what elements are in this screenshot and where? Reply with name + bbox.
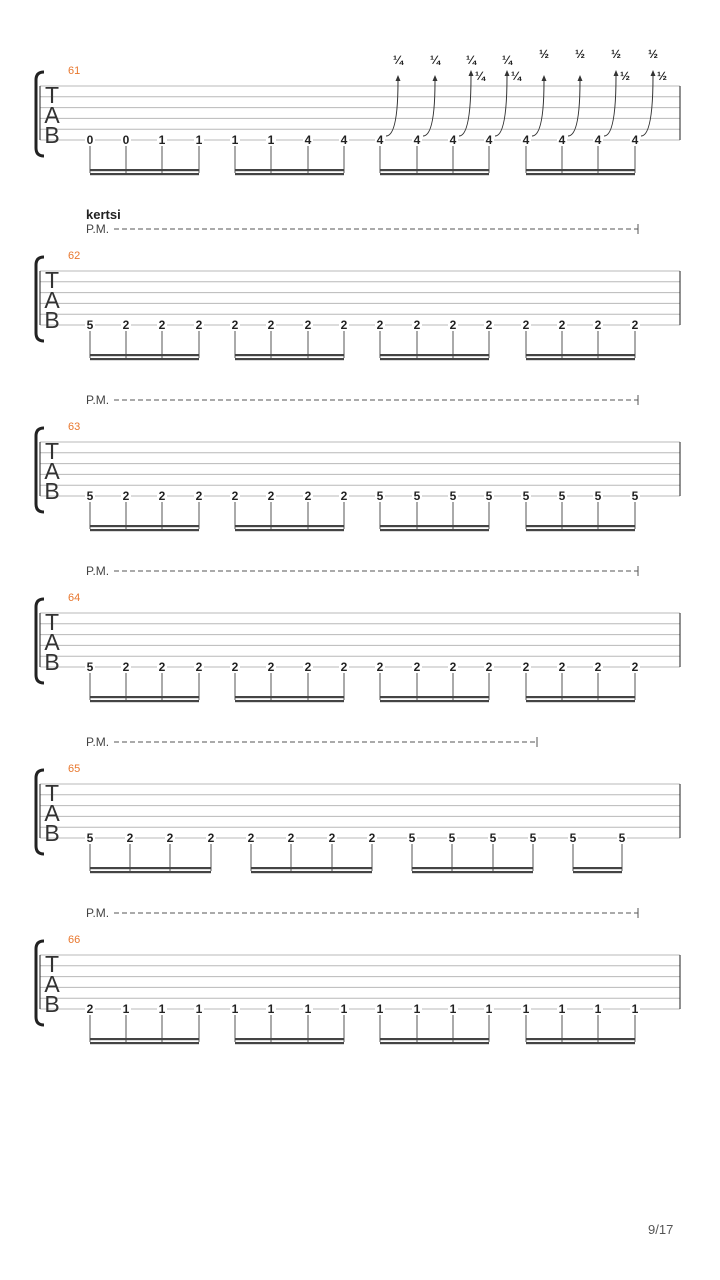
fret-number: 2: [122, 489, 130, 503]
beam-primary: [380, 354, 489, 356]
measure-number: 63: [68, 421, 81, 433]
fret-number: 4: [558, 133, 566, 147]
fret-number: 1: [267, 1002, 275, 1016]
tab-clef-letter: A: [44, 971, 60, 997]
fret-number: 1: [485, 1002, 493, 1016]
beam-primary: [235, 525, 344, 527]
beam-secondary: [380, 700, 489, 702]
fret-number: 2: [376, 318, 384, 332]
bend-arrow: [651, 70, 656, 76]
beam-primary: [235, 696, 344, 698]
beam-secondary: [90, 700, 199, 702]
tab-clef-letter: A: [44, 102, 60, 128]
beam-primary: [526, 525, 635, 527]
tab-system-64: [36, 564, 680, 702]
beam-secondary: [235, 173, 344, 175]
fret-number: 1: [158, 133, 166, 147]
bend-arrow: [469, 70, 474, 76]
fret-number: 4: [485, 133, 493, 147]
palm-mute-label: P.M.: [86, 564, 110, 578]
fret-number: 4: [340, 133, 348, 147]
palm-mute-label: P.M.: [86, 906, 110, 920]
beam-primary: [380, 169, 489, 171]
beam-secondary: [235, 358, 344, 360]
fret-number: 5: [489, 831, 497, 845]
fret-number: 4: [304, 133, 312, 147]
beam-primary: [412, 867, 533, 869]
bend-curve: [604, 76, 616, 136]
beam-primary: [526, 354, 635, 356]
fret-number: 2: [231, 489, 239, 503]
fret-number: 2: [304, 489, 312, 503]
fret-number: 2: [195, 489, 203, 503]
beam-secondary: [412, 871, 533, 873]
bend-curve: [459, 76, 471, 136]
bend-curve: [568, 81, 580, 136]
tab-clef-letter: B: [44, 478, 60, 504]
fret-number: 1: [376, 1002, 384, 1016]
fret-number: 2: [631, 318, 639, 332]
fret-number: 5: [529, 831, 537, 845]
bend-curve: [532, 81, 544, 136]
fret-number: 4: [594, 133, 602, 147]
fret-number: 1: [522, 1002, 530, 1016]
beam-primary: [526, 1038, 635, 1040]
beam-secondary: [526, 173, 635, 175]
fret-number: 2: [522, 660, 530, 674]
fret-number: 2: [449, 318, 457, 332]
fret-number: 2: [158, 318, 166, 332]
fret-number: 2: [166, 831, 174, 845]
palm-mute-label: P.M.: [86, 735, 110, 749]
beam-secondary: [90, 871, 211, 873]
beam-primary: [90, 867, 211, 869]
tab-clef-letter: A: [44, 800, 60, 826]
fret-number: 1: [558, 1002, 566, 1016]
fret-number: 1: [231, 133, 239, 147]
beam-primary: [526, 169, 635, 171]
fret-number: 4: [522, 133, 530, 147]
fret-number: 2: [195, 660, 203, 674]
bend-release-label: ¼: [474, 69, 486, 83]
fret-number: 2: [485, 660, 493, 674]
bend-arrow: [542, 75, 547, 81]
section-label: kertsi: [86, 207, 121, 222]
beam-secondary: [235, 700, 344, 702]
fret-number: 1: [122, 1002, 130, 1016]
beam-primary: [90, 696, 199, 698]
fret-number: 2: [122, 318, 130, 332]
beam-secondary: [526, 358, 635, 360]
fret-number: 4: [631, 133, 639, 147]
beam-primary: [380, 696, 489, 698]
tab-clef-letter: T: [44, 82, 60, 108]
beam-secondary: [526, 700, 635, 702]
fret-number: 2: [449, 660, 457, 674]
fret-number: 5: [618, 831, 626, 845]
fret-number: 1: [158, 1002, 166, 1016]
tab-clef-letter: B: [44, 820, 60, 846]
fret-number: 5: [448, 831, 456, 845]
fret-number: 5: [449, 489, 457, 503]
beam-secondary: [526, 1042, 635, 1044]
beam-primary: [526, 696, 635, 698]
beam-secondary: [235, 1042, 344, 1044]
beam-primary: [573, 867, 622, 869]
fret-number: 2: [522, 318, 530, 332]
fret-number: 4: [413, 133, 421, 147]
fret-number: 1: [631, 1002, 639, 1016]
bend-amount-label: ½: [647, 47, 659, 61]
fret-number: 5: [86, 831, 94, 845]
fret-number: 2: [340, 318, 348, 332]
beam-secondary: [235, 529, 344, 531]
tab-system-65: [36, 735, 680, 873]
fret-number: 0: [122, 133, 130, 147]
fret-number: 2: [231, 318, 239, 332]
bend-amount-label: ½: [538, 47, 550, 61]
beam-secondary: [573, 871, 622, 873]
bend-amount-label: ½: [610, 47, 622, 61]
tab-system-66: [36, 906, 680, 1044]
tab-clef-letter: B: [44, 991, 60, 1017]
fret-number: 5: [86, 318, 94, 332]
tab-clef-letter: T: [44, 780, 60, 806]
fret-number: 2: [376, 660, 384, 674]
tab-clef-letter: T: [44, 438, 60, 464]
fret-number: 2: [631, 660, 639, 674]
bend-amount-label: ¼: [465, 53, 477, 67]
fret-number: 2: [267, 318, 275, 332]
fret-number: 5: [86, 660, 94, 674]
beam-secondary: [380, 1042, 489, 1044]
beam-primary: [380, 525, 489, 527]
beam-primary: [235, 169, 344, 171]
tab-clef-letter: T: [44, 267, 60, 293]
bend-curve: [641, 76, 653, 136]
bend-amount-label: ¼: [429, 53, 441, 67]
fret-number: 5: [594, 489, 602, 503]
beam-primary: [380, 1038, 489, 1040]
beam-secondary: [90, 529, 199, 531]
beam-primary: [90, 354, 199, 356]
fret-number: 5: [408, 831, 416, 845]
tab-clef-letter: B: [44, 307, 60, 333]
measure-number: 66: [68, 934, 81, 946]
fret-number: 2: [594, 660, 602, 674]
page-number: 9/17: [648, 1222, 674, 1237]
fret-number: 2: [340, 489, 348, 503]
fret-number: 5: [376, 489, 384, 503]
bend-amount-label: ½: [574, 47, 586, 61]
beam-secondary: [380, 529, 489, 531]
beam-secondary: [380, 358, 489, 360]
bend-arrow: [396, 75, 401, 81]
tab-system-62: [36, 207, 680, 360]
fret-number: 0: [86, 133, 94, 147]
beam-secondary: [90, 173, 199, 175]
fret-number: 2: [207, 831, 215, 845]
beam-secondary: [251, 871, 372, 873]
bend-release-label: ¼: [510, 69, 522, 83]
bend-arrow: [578, 75, 583, 81]
tab-clef-letter: T: [44, 609, 60, 635]
fret-number: 5: [485, 489, 493, 503]
fret-number: 2: [158, 660, 166, 674]
fret-number: 4: [449, 133, 457, 147]
fret-number: 1: [231, 1002, 239, 1016]
fret-number: 1: [267, 133, 275, 147]
fret-number: 2: [267, 489, 275, 503]
fret-number: 2: [86, 1002, 94, 1016]
fret-number: 2: [195, 318, 203, 332]
measure-number: 64: [68, 592, 81, 604]
tab-clef-letter: A: [44, 458, 60, 484]
bend-release-label: ½: [656, 69, 668, 83]
tab-clef-letter: B: [44, 649, 60, 675]
fret-number: 2: [558, 318, 566, 332]
bend-amount-label: ¼: [392, 53, 404, 67]
fret-number: 2: [413, 318, 421, 332]
fret-number: 1: [449, 1002, 457, 1016]
fret-number: 5: [413, 489, 421, 503]
fret-number: 2: [558, 660, 566, 674]
fret-number: 1: [304, 1002, 312, 1016]
fret-number: 2: [413, 660, 421, 674]
fret-number: 2: [485, 318, 493, 332]
bend-arrow: [614, 70, 619, 76]
fret-number: 1: [594, 1002, 602, 1016]
measure-number: 65: [68, 763, 81, 775]
fret-number: 5: [86, 489, 94, 503]
beam-secondary: [380, 173, 489, 175]
tab-clef-letter: B: [44, 122, 60, 148]
fret-number: 4: [376, 133, 384, 147]
fret-number: 2: [340, 660, 348, 674]
beam-secondary: [90, 1042, 199, 1044]
bend-release-label: ½: [619, 69, 631, 83]
fret-number: 1: [340, 1002, 348, 1016]
beam-primary: [251, 867, 372, 869]
fret-number: 5: [558, 489, 566, 503]
tab-clef-letter: A: [44, 287, 60, 313]
fret-number: 5: [631, 489, 639, 503]
fret-number: 2: [304, 318, 312, 332]
bend-curve: [495, 76, 507, 136]
fret-number: 2: [368, 831, 376, 845]
bend-arrow: [505, 70, 510, 76]
beam-secondary: [526, 529, 635, 531]
palm-mute-label: P.M.: [86, 222, 110, 236]
fret-number: 2: [328, 831, 336, 845]
bend-amount-label: ¼: [501, 53, 513, 67]
tab-system-63: [36, 393, 680, 531]
beam-primary: [90, 169, 199, 171]
fret-number: 2: [594, 318, 602, 332]
fret-number: 1: [195, 133, 203, 147]
tab-system-61: [36, 47, 680, 175]
measure-number: 61: [68, 65, 81, 77]
fret-number: 2: [304, 660, 312, 674]
fret-number: 2: [231, 660, 239, 674]
fret-number: 2: [267, 660, 275, 674]
fret-number: 5: [522, 489, 530, 503]
beam-primary: [90, 1038, 199, 1040]
beam-primary: [90, 525, 199, 527]
fret-number: 2: [126, 831, 134, 845]
measure-number: 62: [68, 250, 81, 262]
beam-primary: [235, 1038, 344, 1040]
fret-number: 2: [122, 660, 130, 674]
bend-arrow: [433, 75, 438, 81]
fret-number: 1: [413, 1002, 421, 1016]
beam-primary: [235, 354, 344, 356]
tab-clef-letter: T: [44, 951, 60, 977]
fret-number: 2: [158, 489, 166, 503]
bend-curve: [423, 81, 435, 136]
bend-curve: [386, 81, 398, 136]
beam-secondary: [90, 358, 199, 360]
fret-number: 2: [247, 831, 255, 845]
fret-number: 1: [195, 1002, 203, 1016]
fret-number: 2: [287, 831, 295, 845]
palm-mute-label: P.M.: [86, 393, 110, 407]
fret-number: 5: [569, 831, 577, 845]
tab-clef-letter: A: [44, 629, 60, 655]
